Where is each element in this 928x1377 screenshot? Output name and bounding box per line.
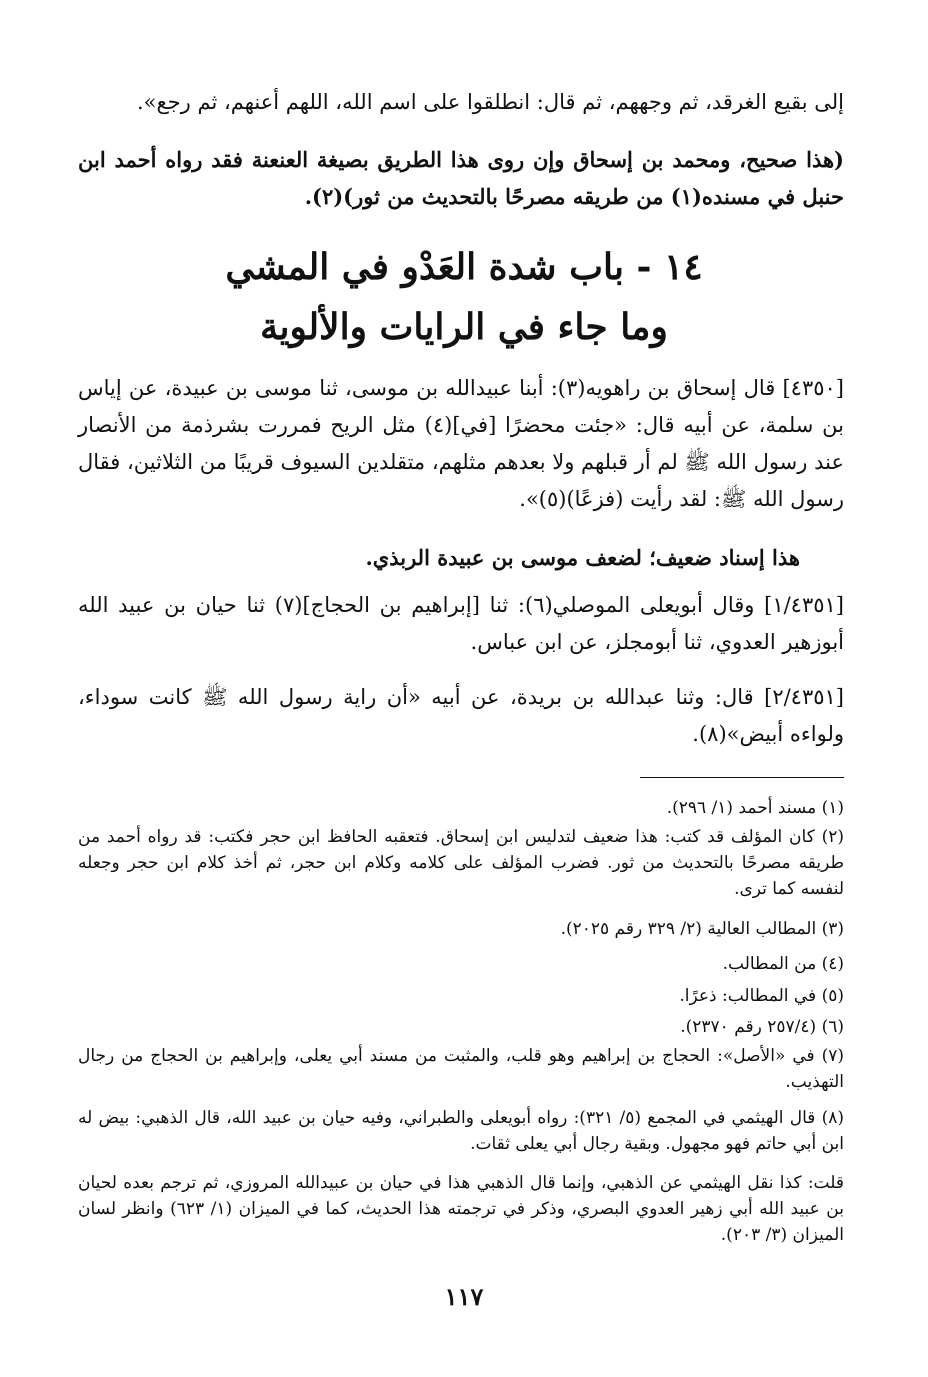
footnote-6: (٦) (٢٥٧/٤ رقم ٢٣٧٠). — [680, 1017, 844, 1037]
footnote-7: (٧) في «الأصل»: الحجاج بن إبراهيم وهو قلب، والمثبت من مسند أبي يعلى، وإبراهيم بن الحجاج من رجال التهذيب. — [78, 1046, 844, 1092]
footnote-separator — [640, 777, 844, 778]
footnote-3: (٣) المطالب العالية (٢/ ٣٢٩ رقم ٢٠٢٥). — [560, 919, 844, 939]
footnote-5: (٥) في المطالب: ذعرًا. — [679, 986, 844, 1006]
paragraph-grading: (هذا صحيح، ومحمد بن إسحاق وإن روى هذا الطريق بصيغة العنعنة فقد رواه أحمد ابن حنبل في مسنده(١) من طريقه مصرحًا بالتحديث من ثور)(٢). — [78, 147, 844, 209]
chapter-title-line2: وما جاء في الرايات والألوية — [260, 306, 668, 348]
footnote-8-comment: قلت: كذا نقل الهيثمي عن الذهبي، وإنما قال الذهبي هذا في حيان بن عبيدالله المروزي، ثم ترجم بعده لحيان بن عبيد الله أبي زهير العدوي البصري، وذكر في ترجمته هذا الحديث، كما في الميزان (١/ ٦٢٣) وانظر لسان الميزان (٣/ ٢٠٣). — [78, 1173, 844, 1245]
hadith-4350: [٤٣٥٠] قال إسحاق بن راهويه(٣): أبنا عبيدالله بن موسى، ثنا موسى بن عبيدة، عن إياس بن سلمة، عن أبيه قال: «جئت محضرًا [في](٤) مثل الريح فمررت بشرذمة من الأنصار عند رسول الله ﷺ لم أر قبلهم ولا بعدهم مثلهم، متقلدين السيوف قريبًا من الثلاثين، فقال رسول الله ﷺ: لقد رأيت (فزعًا)(٥)». — [78, 376, 844, 511]
page-number: ١١٧ — [444, 1282, 484, 1311]
chapter-title-line1: ١٤ - باب شدة العَدْو في المشي — [225, 246, 703, 288]
footnote-4: (٤) من المطالب. — [722, 954, 844, 974]
hadith-4351-2: [٢/٤٣٥١] قال: وثنا عبدالله بن بريدة، عن أبيه «أن راية رسول الله ﷺ كانت سوداء، ولواءه أبيض»(٨). — [78, 685, 844, 746]
footnote-1: (١) مسند أحمد (١/ ٢٩٦). — [666, 798, 844, 818]
footnote-8: (٨) قال الهيثمي في المجمع (٥/ ٣٢١): رواه أبويعلى والطبراني، وفيه حيان بن عبيد الله، قال الذهبي: بيض له ابن أبي حاتم فهو مجهول. وبقية رجال أبي يعلى ثقات. — [78, 1108, 844, 1154]
hadith-4351-1: [١/٤٣٥١] وقال أبويعلى الموصلي(٦): ثنا [إبراهيم بن الحجاج](٧) ثنا حيان بن عبيد الله أبوزهير العدوي، ثنا أبومجلز، عن ابن عباس. — [78, 593, 844, 654]
paragraph-continuation: إلى بقيع الغرقد، ثم وجههم، ثم قال: انطلقوا على اسم الله، اللهم أعنهم، ثم رجع». — [136, 90, 844, 114]
grading-4350: هذا إسناد ضعيف؛ لضعف موسى بن عبيدة الربذي. — [365, 545, 800, 570]
footnote-2: (٢) كان المؤلف قد كتب: هذا ضعيف لتدليس ابن إسحاق. فتعقبه الحافظ ابن حجر فكتب: قد رواه أحمد من طريقه مصرحًا بالتحديث من ثور. فضرب المؤلف على كلامه وكلام ابن حجر، ثم أخذ كلام ابن حجر وجعله لنفسه كما ترى. — [78, 827, 844, 899]
